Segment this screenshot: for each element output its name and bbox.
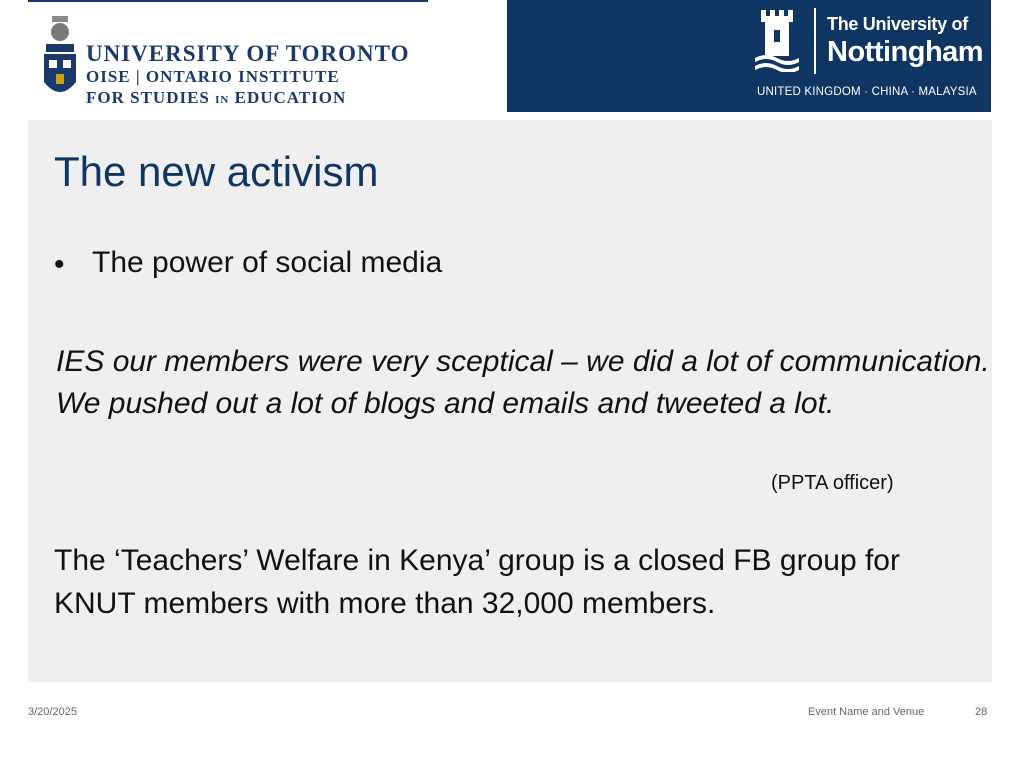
bullet-text: The power of social media: [92, 246, 443, 279]
castle-icon: [755, 10, 799, 72]
oise-line-2: [86, 87, 409, 111]
uoft-name: UNIVERSITY OF TORONTO: [86, 41, 410, 66]
logo-divider: [814, 8, 816, 74]
slide-title: The new activism: [54, 148, 379, 195]
oise-line-2a: FOR STUDIES: [86, 88, 216, 107]
oise-line-2b: EDUCATION: [229, 88, 347, 107]
statement-text: The ‘Teachers’ Welfare in Kenya’ group is a closed FB group for KNUT members with more than 32,000 members.: [54, 544, 900, 620]
nottingham-name: Nottingham: [827, 36, 984, 68]
footer-date: 3/20/2025: [28, 706, 77, 718]
oise-line: OISE | ONTARIO INSTITUTE: [86, 67, 340, 86]
footer-event: Event Name and Venue: [808, 706, 925, 718]
quote-text: IES our members were very sceptical – we did a lot of communication. We pushed out a lot of blogs and emails and tweeted a lot.: [56, 345, 990, 420]
nottingham-the-university-of: The University of: [827, 14, 968, 34]
nottingham-campuses: UNITED KINGDOM · CHINA · MALAYSIA: [757, 86, 977, 98]
uoft-oise-logo: [40, 14, 420, 108]
bullet-dot-icon: •: [54, 248, 65, 281]
nottingham-banner: [507, 0, 991, 112]
quote-attribution: (PPTA officer): [771, 472, 894, 494]
uoft-wordmark: [86, 42, 409, 111]
uoft-crest-icon: [40, 14, 80, 104]
page-number: 28: [975, 706, 988, 718]
top-rule: [28, 0, 428, 2]
oise-line-2-in: IN: [215, 94, 230, 106]
